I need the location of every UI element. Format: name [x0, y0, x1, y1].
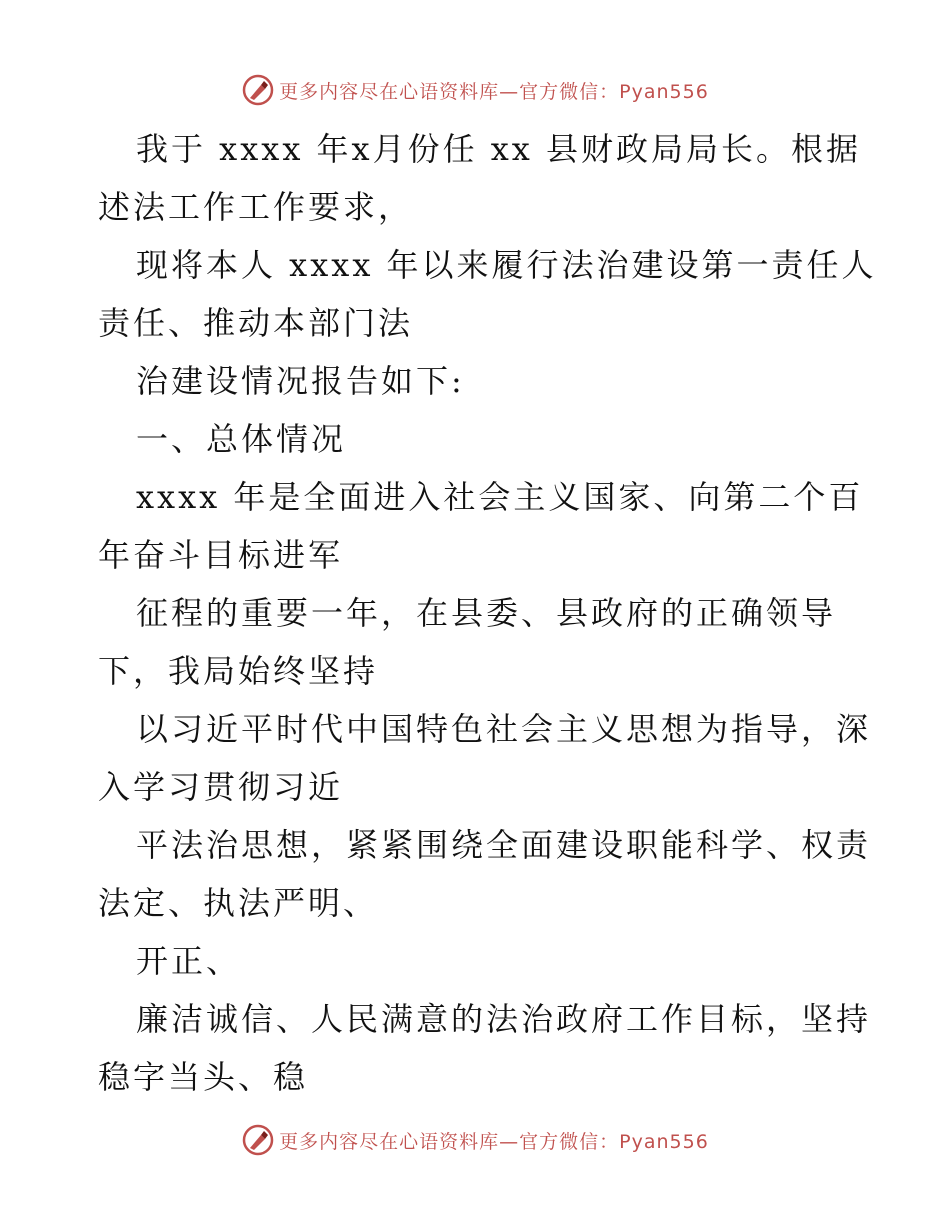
paragraph-line: 治建设情况报告如下:	[136, 362, 465, 400]
pen-logo-icon	[241, 1123, 275, 1157]
paragraph-line: 责任、推动本部门法	[98, 304, 414, 342]
paragraph-line: 入学习贯彻习近	[98, 768, 344, 806]
paragraph-line: 年奋斗目标进军	[98, 536, 344, 574]
paragraph-line: 廉洁诚信、人民满意的法治政府工作目标，坚持	[136, 1000, 872, 1038]
paragraph-line: 我于 xxxx 年x月份任 xx 县财政局局长。根据	[136, 130, 862, 168]
paragraph-line: 平法治思想，紧紧围绕全面建设职能科学、权责	[136, 826, 872, 864]
pen-logo-icon	[241, 73, 275, 107]
paragraph-line: 现将本人 xxxx 年以来履行法治建设第一责任人	[136, 246, 877, 284]
document-body	[98, 120, 877, 1106]
watermark-header	[0, 70, 950, 110]
watermark-footer	[0, 1120, 950, 1160]
paragraph-line: 开正、	[136, 942, 242, 980]
watermark-text: 更多内容尽在心语资料库—官方微信：Pyan556	[279, 1130, 709, 1153]
paragraph-line: 下，我局始终坚持	[98, 652, 379, 690]
paragraph-line: 述法工作工作要求，	[98, 188, 414, 226]
paragraph-line: 法定、执法严明、	[98, 884, 379, 922]
paragraph-line: 征程的重要一年，在县委、县政府的正确领导	[136, 594, 837, 632]
paragraph-line: 稳字当头、稳	[98, 1058, 309, 1096]
watermark-text: 更多内容尽在心语资料库—官方微信：Pyan556	[279, 80, 709, 103]
paragraph-line: 以习近平时代中国特色社会主义思想为指导，深	[136, 710, 872, 748]
paragraph-line: xxxx 年是全面进入社会主义国家、向第二个百	[136, 478, 864, 516]
section-heading: 一、总体情况	[136, 420, 347, 458]
